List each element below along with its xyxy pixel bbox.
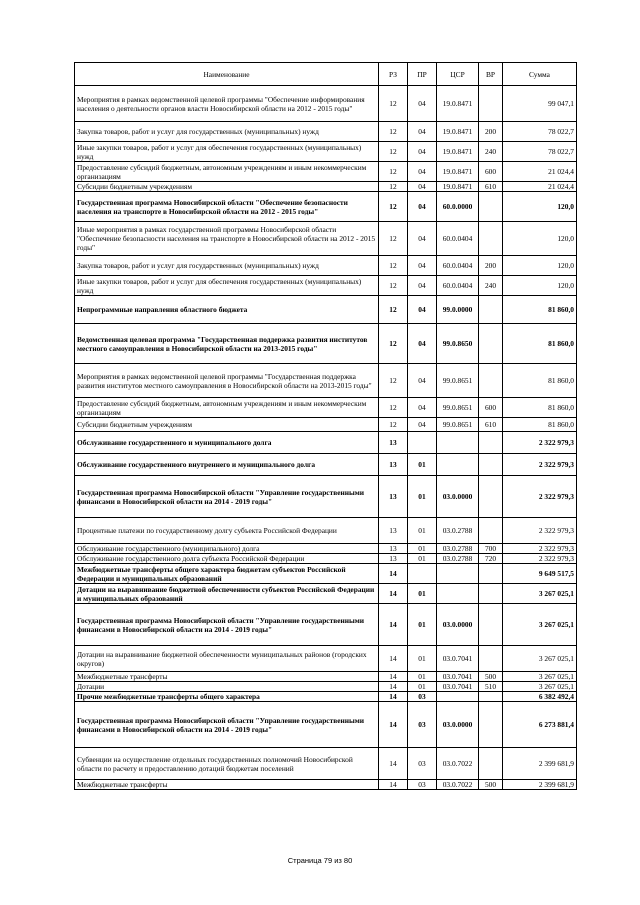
- cell-csr: 99.0.8651: [437, 364, 479, 398]
- cell-rz: 14: [379, 646, 408, 672]
- col-header-rz: РЗ: [379, 63, 408, 86]
- cell-pr: 04: [408, 182, 437, 192]
- cell-vr: [479, 324, 503, 364]
- cell-name: Мероприятия в рамках ведомственной целевой программы "Государственная поддержка развития институтов местного самоуправления в Новосибирской области на 2013-2015 годы": [75, 364, 379, 398]
- cell-sum: 120,0: [503, 222, 577, 256]
- cell-rz: 12: [379, 192, 408, 222]
- cell-rz: 14: [379, 702, 408, 748]
- cell-csr: 99.0.8650: [437, 324, 479, 364]
- cell-name: Непрограммные направления областного бюджета: [75, 296, 379, 324]
- table-row: [75, 702, 577, 748]
- cell-rz: 12: [379, 256, 408, 276]
- cell-csr: 19.0.8471: [437, 182, 479, 192]
- cell-csr: 03.0.0000: [437, 476, 479, 518]
- cell-vr: [479, 518, 503, 544]
- cell-sum: 2 322 979,3: [503, 554, 577, 564]
- col-header-vr: ВР: [479, 63, 503, 86]
- cell-sum: 2 322 979,3: [503, 432, 577, 454]
- cell-pr: 01: [408, 682, 437, 692]
- header-row: [75, 63, 577, 86]
- cell-rz: 13: [379, 454, 408, 476]
- cell-sum: 78 022,7: [503, 122, 577, 142]
- cell-sum: 81 860,0: [503, 364, 577, 398]
- cell-pr: 04: [408, 162, 437, 182]
- cell-rz: 13: [379, 554, 408, 564]
- cell-vr: [479, 748, 503, 780]
- table-row: [75, 646, 577, 672]
- cell-sum: 3 267 025,1: [503, 672, 577, 682]
- table-row: [75, 122, 577, 142]
- table-row: [75, 454, 577, 476]
- table-row: [75, 692, 577, 702]
- cell-csr: [437, 584, 479, 604]
- cell-rz: 12: [379, 398, 408, 418]
- cell-csr: 03.0.7041: [437, 672, 479, 682]
- cell-name: Мероприятия в рамках ведомственной целевой программы "Обеспечение информирования населения о деятельности органов власти Новосибирской области на 2012 - 2015 годы": [75, 86, 379, 122]
- cell-pr: [408, 432, 437, 454]
- cell-sum: 2 322 979,3: [503, 544, 577, 554]
- cell-rz: 12: [379, 162, 408, 182]
- cell-rz: 12: [379, 86, 408, 122]
- cell-rz: 14: [379, 692, 408, 702]
- cell-vr: [479, 646, 503, 672]
- cell-csr: 03.0.7022: [437, 780, 479, 790]
- cell-pr: 04: [408, 324, 437, 364]
- cell-pr: 01: [408, 584, 437, 604]
- cell-sum: 3 267 025,1: [503, 604, 577, 646]
- cell-pr: 01: [408, 518, 437, 544]
- cell-vr: 500: [479, 672, 503, 682]
- cell-rz: 12: [379, 364, 408, 398]
- cell-csr: 03.0.7041: [437, 682, 479, 692]
- cell-csr: 03.0.2788: [437, 554, 479, 564]
- cell-csr: 60.0.0404: [437, 256, 479, 276]
- cell-vr: 240: [479, 276, 503, 296]
- cell-vr: 610: [479, 418, 503, 432]
- cell-csr: 19.0.8471: [437, 142, 479, 162]
- cell-name: Закупка товаров, работ и услуг для государственных (муниципальных) нужд: [75, 122, 379, 142]
- cell-vr: 600: [479, 162, 503, 182]
- table-row: [75, 682, 577, 692]
- table-row: [75, 564, 577, 584]
- cell-vr: 720: [479, 554, 503, 564]
- col-header-csr: ЦСР: [437, 63, 479, 86]
- cell-sum: 9 649 517,5: [503, 564, 577, 584]
- cell-csr: 03.0.2788: [437, 518, 479, 544]
- cell-sum: 120,0: [503, 256, 577, 276]
- cell-vr: 510: [479, 682, 503, 692]
- table-row: [75, 418, 577, 432]
- cell-pr: 01: [408, 554, 437, 564]
- cell-sum: 6 382 492,4: [503, 692, 577, 702]
- cell-vr: 240: [479, 142, 503, 162]
- cell-csr: 99.0.8651: [437, 418, 479, 432]
- cell-name: Иные закупки товаров, работ и услуг для обеспечения государственных (муниципальных) нужд: [75, 142, 379, 162]
- cell-name: Субсидии бюджетным учреждениям: [75, 182, 379, 192]
- table-row: [75, 432, 577, 454]
- cell-sum: 78 022,7: [503, 142, 577, 162]
- cell-name: Государственная программа Новосибирской области "Управление государственными финансами в Новосибирской области на 2014 - 2019 годы": [75, 702, 379, 748]
- cell-rz: 12: [379, 296, 408, 324]
- cell-name: Субсидии бюджетным учреждениям: [75, 418, 379, 432]
- cell-vr: 600: [479, 398, 503, 418]
- cell-pr: 04: [408, 122, 437, 142]
- cell-vr: [479, 192, 503, 222]
- cell-name: Дотации на выравнивание бюджетной обеспеченности субъектов Российской Федерации и муниципальных образований: [75, 584, 379, 604]
- cell-csr: 19.0.8471: [437, 86, 479, 122]
- cell-pr: 03: [408, 748, 437, 780]
- cell-csr: 03.0.7041: [437, 646, 479, 672]
- table-row: [75, 398, 577, 418]
- cell-sum: 2 322 979,3: [503, 518, 577, 544]
- cell-name: Межбюджетные трансферты: [75, 672, 379, 682]
- cell-rz: 12: [379, 276, 408, 296]
- budget-table: [74, 62, 577, 790]
- col-header-name: Наименование: [75, 63, 379, 86]
- cell-pr: 04: [408, 256, 437, 276]
- cell-csr: 03.0.7022: [437, 748, 479, 780]
- cell-vr: [479, 564, 503, 584]
- cell-name: Межбюджетные трансферты общего характера бюджетам субъектов Российской Федерации и муниципальных образований: [75, 564, 379, 584]
- table-row: [75, 544, 577, 554]
- cell-rz: 12: [379, 142, 408, 162]
- table-row: [75, 182, 577, 192]
- cell-sum: 3 267 025,1: [503, 682, 577, 692]
- cell-name: Ведомственная целевая программа "Государственная поддержка развития институтов местного самоуправления в Новосибирской области на 2013-2015 годы": [75, 324, 379, 364]
- cell-pr: 03: [408, 780, 437, 790]
- cell-rz: 12: [379, 122, 408, 142]
- cell-vr: [479, 432, 503, 454]
- cell-csr: 99.0.0000: [437, 296, 479, 324]
- table-row: [75, 276, 577, 296]
- table-row: [75, 364, 577, 398]
- cell-csr: 60.0.0404: [437, 222, 479, 256]
- table-row: [75, 256, 577, 276]
- cell-sum: 120,0: [503, 276, 577, 296]
- cell-pr: 04: [408, 296, 437, 324]
- cell-csr: 03.0.2788: [437, 544, 479, 554]
- cell-rz: 12: [379, 182, 408, 192]
- cell-pr: 01: [408, 544, 437, 554]
- cell-name: Обслуживание государственного и муниципального долга: [75, 432, 379, 454]
- cell-name: Предоставление субсидий бюджетным, автономным учреждениям и иным некоммерческим организациям: [75, 398, 379, 418]
- cell-rz: 14: [379, 584, 408, 604]
- cell-sum: 6 273 881,4: [503, 702, 577, 748]
- col-header-pr: ПР: [408, 63, 437, 86]
- cell-pr: 01: [408, 476, 437, 518]
- cell-pr: 01: [408, 604, 437, 646]
- cell-name: Субвенции на осуществление отдельных государственных полномочий Новосибирской области по расчету и предоставлению дотаций бюджетам поселений: [75, 748, 379, 780]
- cell-sum: 3 267 025,1: [503, 646, 577, 672]
- cell-pr: 03: [408, 702, 437, 748]
- table-row: [75, 86, 577, 122]
- cell-pr: 03: [408, 692, 437, 702]
- cell-vr: 200: [479, 256, 503, 276]
- cell-rz: 14: [379, 604, 408, 646]
- cell-name: Предоставление субсидий бюджетным, автономным учреждениям и иным некоммерческим организациям: [75, 162, 379, 182]
- table-row: [75, 584, 577, 604]
- cell-sum: 3 267 025,1: [503, 584, 577, 604]
- table-row: [75, 192, 577, 222]
- cell-csr: 60.0.0404: [437, 276, 479, 296]
- cell-vr: [479, 454, 503, 476]
- cell-name: Обслуживание государственного (муниципального) долга: [75, 544, 379, 554]
- cell-name: Государственная программа Новосибирской области "Управление государственными финансами в Новосибирской области на 2014 - 2019 годы": [75, 604, 379, 646]
- cell-pr: 01: [408, 672, 437, 682]
- cell-csr: [437, 692, 479, 702]
- cell-vr: [479, 604, 503, 646]
- cell-name: Иные мероприятия в рамках государственной программы Новосибирской области "Обеспечение безопасности населения на транспорте в Новосибирской области на 2012 - 2015 годы": [75, 222, 379, 256]
- cell-rz: 13: [379, 432, 408, 454]
- table-row: [75, 324, 577, 364]
- page-number: Страница 79 из 80: [287, 856, 353, 865]
- cell-pr: 04: [408, 364, 437, 398]
- cell-vr: [479, 86, 503, 122]
- table-row: [75, 518, 577, 544]
- cell-pr: 04: [408, 192, 437, 222]
- cell-vr: [479, 584, 503, 604]
- cell-pr: 04: [408, 86, 437, 122]
- cell-vr: 500: [479, 780, 503, 790]
- cell-rz: 12: [379, 418, 408, 432]
- cell-sum: 81 860,0: [503, 398, 577, 418]
- col-header-sum: Сумма: [503, 63, 577, 86]
- cell-csr: [437, 432, 479, 454]
- cell-csr: 19.0.8471: [437, 122, 479, 142]
- cell-name: Обслуживание государственного внутреннего и муниципального долга: [75, 454, 379, 476]
- cell-name: Дотации на выравнивание бюджетной обеспеченности муниципальных районов (городских округов): [75, 646, 379, 672]
- cell-pr: 04: [408, 418, 437, 432]
- cell-name: Прочие межбюджетные трансферты общего характера: [75, 692, 379, 702]
- table-row: [75, 296, 577, 324]
- cell-pr: 01: [408, 454, 437, 476]
- table-row: [75, 554, 577, 564]
- cell-rz: 14: [379, 682, 408, 692]
- cell-rz: 12: [379, 324, 408, 364]
- cell-sum: 81 860,0: [503, 324, 577, 364]
- table-row: [75, 780, 577, 790]
- cell-name: Дотации: [75, 682, 379, 692]
- cell-sum: 21 024,4: [503, 162, 577, 182]
- cell-sum: 2 322 979,3: [503, 476, 577, 518]
- cell-vr: 200: [479, 122, 503, 142]
- cell-vr: [479, 476, 503, 518]
- cell-csr: 03.0.0000: [437, 702, 479, 748]
- table-row: [75, 604, 577, 646]
- cell-name: Межбюджетные трансферты: [75, 780, 379, 790]
- table-row: [75, 672, 577, 682]
- cell-rz: 13: [379, 544, 408, 554]
- table-row: [75, 222, 577, 256]
- cell-name: Государственная программа Новосибирской области "Управление государственными финансами в Новосибирской области на 2014 - 2019 годы": [75, 476, 379, 518]
- cell-rz: 13: [379, 518, 408, 544]
- table-row: [75, 748, 577, 780]
- cell-pr: 04: [408, 222, 437, 256]
- cell-rz: 14: [379, 780, 408, 790]
- cell-rz: 13: [379, 476, 408, 518]
- cell-sum: 2 322 979,3: [503, 454, 577, 476]
- cell-csr: [437, 454, 479, 476]
- cell-vr: [479, 692, 503, 702]
- cell-vr: 700: [479, 544, 503, 554]
- cell-csr: [437, 564, 479, 584]
- cell-name: Государственная программа Новосибирской области "Обеспечение безопасности населения на транспорте в Новосибирской области на 2012 - 2015 годы": [75, 192, 379, 222]
- cell-pr: 04: [408, 276, 437, 296]
- cell-csr: 60.0.0000: [437, 192, 479, 222]
- cell-name: Процентные платежи по государственному долгу субъекта Российской Федерации: [75, 518, 379, 544]
- table-row: [75, 162, 577, 182]
- cell-sum: 21 024,4: [503, 182, 577, 192]
- cell-csr: 99.0.8651: [437, 398, 479, 418]
- cell-pr: 04: [408, 398, 437, 418]
- cell-pr: 01: [408, 646, 437, 672]
- cell-pr: 04: [408, 142, 437, 162]
- cell-rz: 14: [379, 748, 408, 780]
- table-row: [75, 476, 577, 518]
- cell-vr: [479, 364, 503, 398]
- cell-vr: [479, 222, 503, 256]
- cell-pr: [408, 564, 437, 584]
- cell-sum: 81 860,0: [503, 296, 577, 324]
- cell-csr: 19.0.8471: [437, 162, 479, 182]
- cell-sum: 81 860,0: [503, 418, 577, 432]
- cell-vr: [479, 702, 503, 748]
- cell-rz: 12: [379, 222, 408, 256]
- cell-sum: 120,0: [503, 192, 577, 222]
- cell-name: Закупка товаров, работ и услуг для государственных (муниципальных) нужд: [75, 256, 379, 276]
- cell-rz: 14: [379, 672, 408, 682]
- cell-vr: 610: [479, 182, 503, 192]
- cell-name: Иные закупки товаров, работ и услуг для обеспечения государственных (муниципальных) нужд: [75, 276, 379, 296]
- cell-rz: 14: [379, 564, 408, 584]
- cell-sum: 99 047,1: [503, 86, 577, 122]
- cell-csr: 03.0.0000: [437, 604, 479, 646]
- cell-vr: [479, 296, 503, 324]
- cell-sum: 2 399 681,9: [503, 748, 577, 780]
- table-row: [75, 142, 577, 162]
- cell-name: Обслуживание государственного долга субъекта Российской Федерации: [75, 554, 379, 564]
- cell-sum: 2 399 681,9: [503, 780, 577, 790]
